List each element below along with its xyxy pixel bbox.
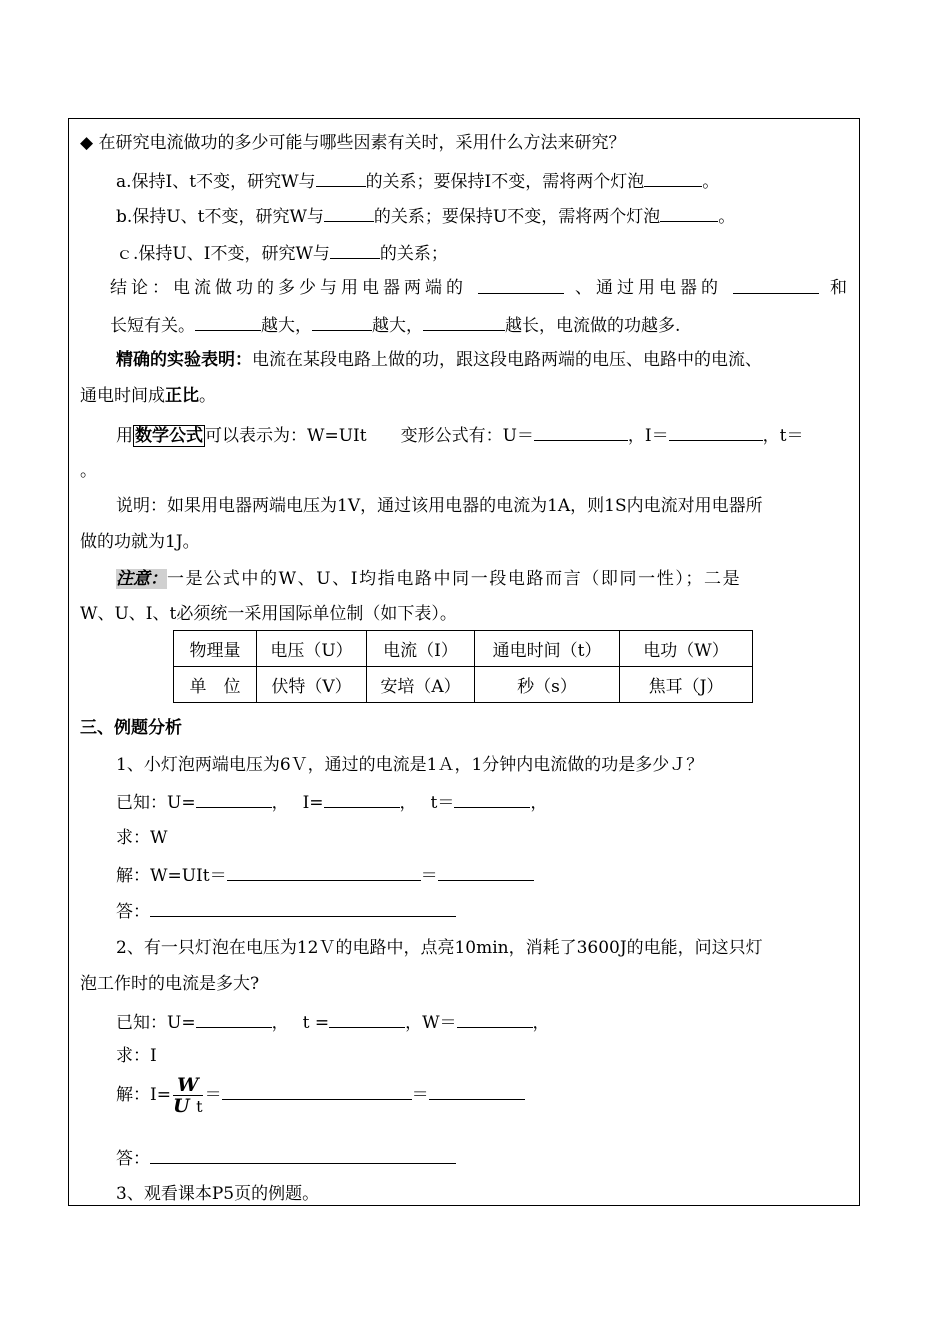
blank-ex2-sol2[interactable]	[429, 1082, 525, 1100]
comma: ，	[399, 793, 417, 813]
blank-c4c[interactable]	[423, 313, 505, 331]
table-row	[174, 631, 753, 667]
experiment-line2	[80, 384, 216, 408]
note-text2: W、U、I、t必须统一采用国际单位制（如下表）。	[80, 604, 457, 624]
formula-text: 可以表示为：W=UIt 变形公式有：U＝	[205, 426, 534, 446]
table-cell: 电流（I）	[367, 631, 475, 667]
table-cell: 秒（s）	[475, 667, 620, 703]
table-row	[174, 667, 753, 703]
zhengbi-text: 正比	[165, 386, 199, 406]
example1-answer	[116, 899, 456, 924]
blank-c4a[interactable]	[195, 313, 261, 331]
experiment-line1	[116, 348, 762, 372]
blank-c1[interactable]	[330, 241, 380, 259]
example2-seek	[116, 1044, 157, 1068]
qa-period: 。	[702, 172, 720, 192]
blank-ex2-u[interactable]	[196, 1010, 272, 1028]
answer-label: 答：	[116, 902, 150, 922]
blank-a1[interactable]	[316, 169, 366, 187]
formula-line	[116, 423, 803, 448]
yueda-1: 越大，	[261, 316, 312, 336]
formula-period: 。	[80, 461, 97, 481]
example1-known	[116, 790, 547, 815]
example1-question	[116, 753, 703, 777]
blank-b1[interactable]	[324, 204, 374, 222]
comma: ，	[532, 1013, 550, 1033]
u-label: U=	[167, 1013, 196, 1033]
qc-text1: ｃ.保持U、I不变，研究W与	[116, 244, 330, 264]
formula-pre: 用	[116, 426, 133, 446]
example2-question2	[80, 972, 259, 996]
table-cell: 物理量	[174, 631, 257, 667]
comma: ，	[271, 793, 289, 813]
w-label: W＝	[422, 1013, 457, 1033]
explain-text1: 说明：如果用电器两端电压为1V，通过该用电器的电流为1A，则1S内电流对用电器所	[116, 496, 763, 516]
blank-voltage[interactable]	[478, 276, 564, 294]
comma: ，	[405, 1013, 423, 1033]
example3	[116, 1182, 319, 1206]
table-cell: 伏特（V）	[257, 667, 367, 703]
qb-text2: 的关系；要保持U不变，需将两个灯泡	[373, 207, 661, 227]
qb-period: 。	[718, 207, 736, 227]
blank-ex2-w[interactable]	[457, 1010, 533, 1028]
formula-box: 数学公式	[135, 426, 203, 446]
qc-text2: 的关系；	[379, 244, 448, 264]
experiment-text: 电流在某段电路上做的功，跟这段电路两端的电压、电路中的电流、	[252, 350, 762, 370]
question-intro-text: ◆ 在研究电流做功的多少可能与哪些因素有关时，采用什么方法来研究？	[80, 133, 626, 153]
fraction-w-over-ut	[173, 1075, 203, 1117]
example2-text2: 泡工作时的电流是多大?	[80, 974, 260, 994]
comma: ，	[271, 1013, 289, 1033]
u-label: U=	[167, 793, 196, 813]
question-a	[116, 169, 719, 194]
blank-b2[interactable]	[660, 204, 718, 222]
equals: ＝	[204, 1085, 222, 1105]
blank-ex1-answer[interactable]	[150, 899, 456, 917]
comma: ，	[530, 793, 548, 813]
example1-seek	[116, 826, 167, 850]
note-line1	[116, 567, 741, 591]
blank-current[interactable]	[733, 276, 819, 294]
table-cell: 电功（W）	[620, 631, 753, 667]
equals: ＝	[420, 866, 438, 886]
qa-text2: 的关系；要保持I不变，需将两个灯泡	[365, 172, 645, 192]
blank-c4b[interactable]	[312, 313, 372, 331]
qb-text1: b.保持U、t不变，研究W与	[116, 207, 324, 227]
units-table	[173, 630, 753, 703]
question-c	[116, 241, 448, 266]
example3-text: 3、观看课本P5页的例题。	[116, 1184, 320, 1204]
example2-text1: 2、有一只灯泡在电压为12Ｖ的电路中，点亮10min，消耗了3600J的电能，问这只灯	[116, 938, 763, 958]
conclusion-text4: 长短有关。	[110, 316, 195, 336]
section-title-text: 三、例题分析	[80, 718, 182, 738]
seek-i: 求：I	[116, 1046, 157, 1066]
blank-ex1-sol2[interactable]	[438, 863, 534, 881]
conclusion-text2: 、通过用电器的	[575, 278, 722, 298]
solution1-text: 解：W=UIt＝	[116, 866, 227, 886]
i-label: I=	[302, 793, 324, 813]
table-cell: 电压（U）	[257, 631, 367, 667]
known-label: 已知：	[116, 793, 167, 813]
explain-line1	[116, 494, 763, 518]
example2-known	[116, 1010, 550, 1035]
example1-text: 1、小灯泡两端电压为6Ｖ，通过的电流是1Ａ，1分钟内电流做的功是多少Ｊ？	[116, 755, 704, 775]
table-cell: 通电时间（t）	[475, 631, 620, 667]
blank-ex1-i[interactable]	[324, 790, 400, 808]
example1-solution	[116, 863, 534, 888]
answer-label: 答：	[116, 1149, 150, 1169]
explain-text2: 做的功就为1J。	[80, 532, 200, 552]
blank-a2[interactable]	[644, 169, 702, 187]
known-label: 已知：	[116, 1013, 167, 1033]
experiment-label: 精确的实验表明：	[116, 350, 252, 370]
section-title	[80, 716, 182, 740]
conclusion-line1	[110, 276, 848, 300]
example2-answer	[116, 1146, 456, 1171]
example2-solution	[116, 1072, 525, 1118]
yuechang-text: 越长，电流做的功越多.	[505, 316, 681, 336]
blank-ex2-t[interactable]	[329, 1010, 405, 1028]
blank-ex1-t[interactable]	[454, 790, 530, 808]
note-line2	[80, 602, 457, 626]
fraction-numerator: W	[173, 1075, 203, 1096]
question-intro	[80, 131, 625, 155]
experiment-text2: 通电时间成	[80, 386, 165, 406]
equals: ＝	[411, 1085, 429, 1105]
blank-ex2-answer[interactable]	[150, 1146, 456, 1164]
table-cell: 安培（A）	[367, 667, 475, 703]
experiment-period: 。	[199, 386, 216, 406]
question-b	[116, 204, 735, 229]
blank-ex1-u[interactable]	[196, 790, 272, 808]
formula-comma-t: ，t＝	[762, 426, 804, 446]
explain-line2	[80, 530, 200, 554]
conclusion-text3: 和	[830, 278, 848, 298]
note-text: 一是公式中的W、U、I均指电路中同一段电路而言（即同一性）；二是	[167, 569, 742, 589]
yueda-2: 越大，	[372, 316, 423, 336]
blank-ex1-sol1[interactable]	[227, 863, 421, 881]
table-cell: 焦耳（J）	[620, 667, 753, 703]
fraction-denominator	[173, 1096, 203, 1117]
table-cell: 单 位	[174, 667, 257, 703]
conclusion-text1: 结论：电流做功的多少与用电器两端的	[110, 278, 467, 298]
fraction-den-u: U	[172, 1094, 190, 1117]
conclusion-line2	[110, 313, 680, 338]
seek-w: 求：W	[116, 828, 168, 848]
formula-comma-i: ，I＝	[627, 426, 669, 446]
blank-u[interactable]	[534, 423, 628, 441]
formula-period-line	[80, 459, 97, 483]
note-label: 注意：	[116, 569, 167, 589]
blank-i[interactable]	[669, 423, 763, 441]
example2-question1	[116, 936, 763, 960]
solution2-text: 解：I=	[116, 1085, 171, 1105]
t-label: t =	[302, 1013, 330, 1033]
t-label: t＝	[430, 793, 455, 813]
fraction-den-t: t	[196, 1096, 203, 1116]
blank-ex2-sol1[interactable]	[222, 1082, 412, 1100]
qa-text1: a.保持I、t不变，研究W与	[116, 172, 316, 192]
